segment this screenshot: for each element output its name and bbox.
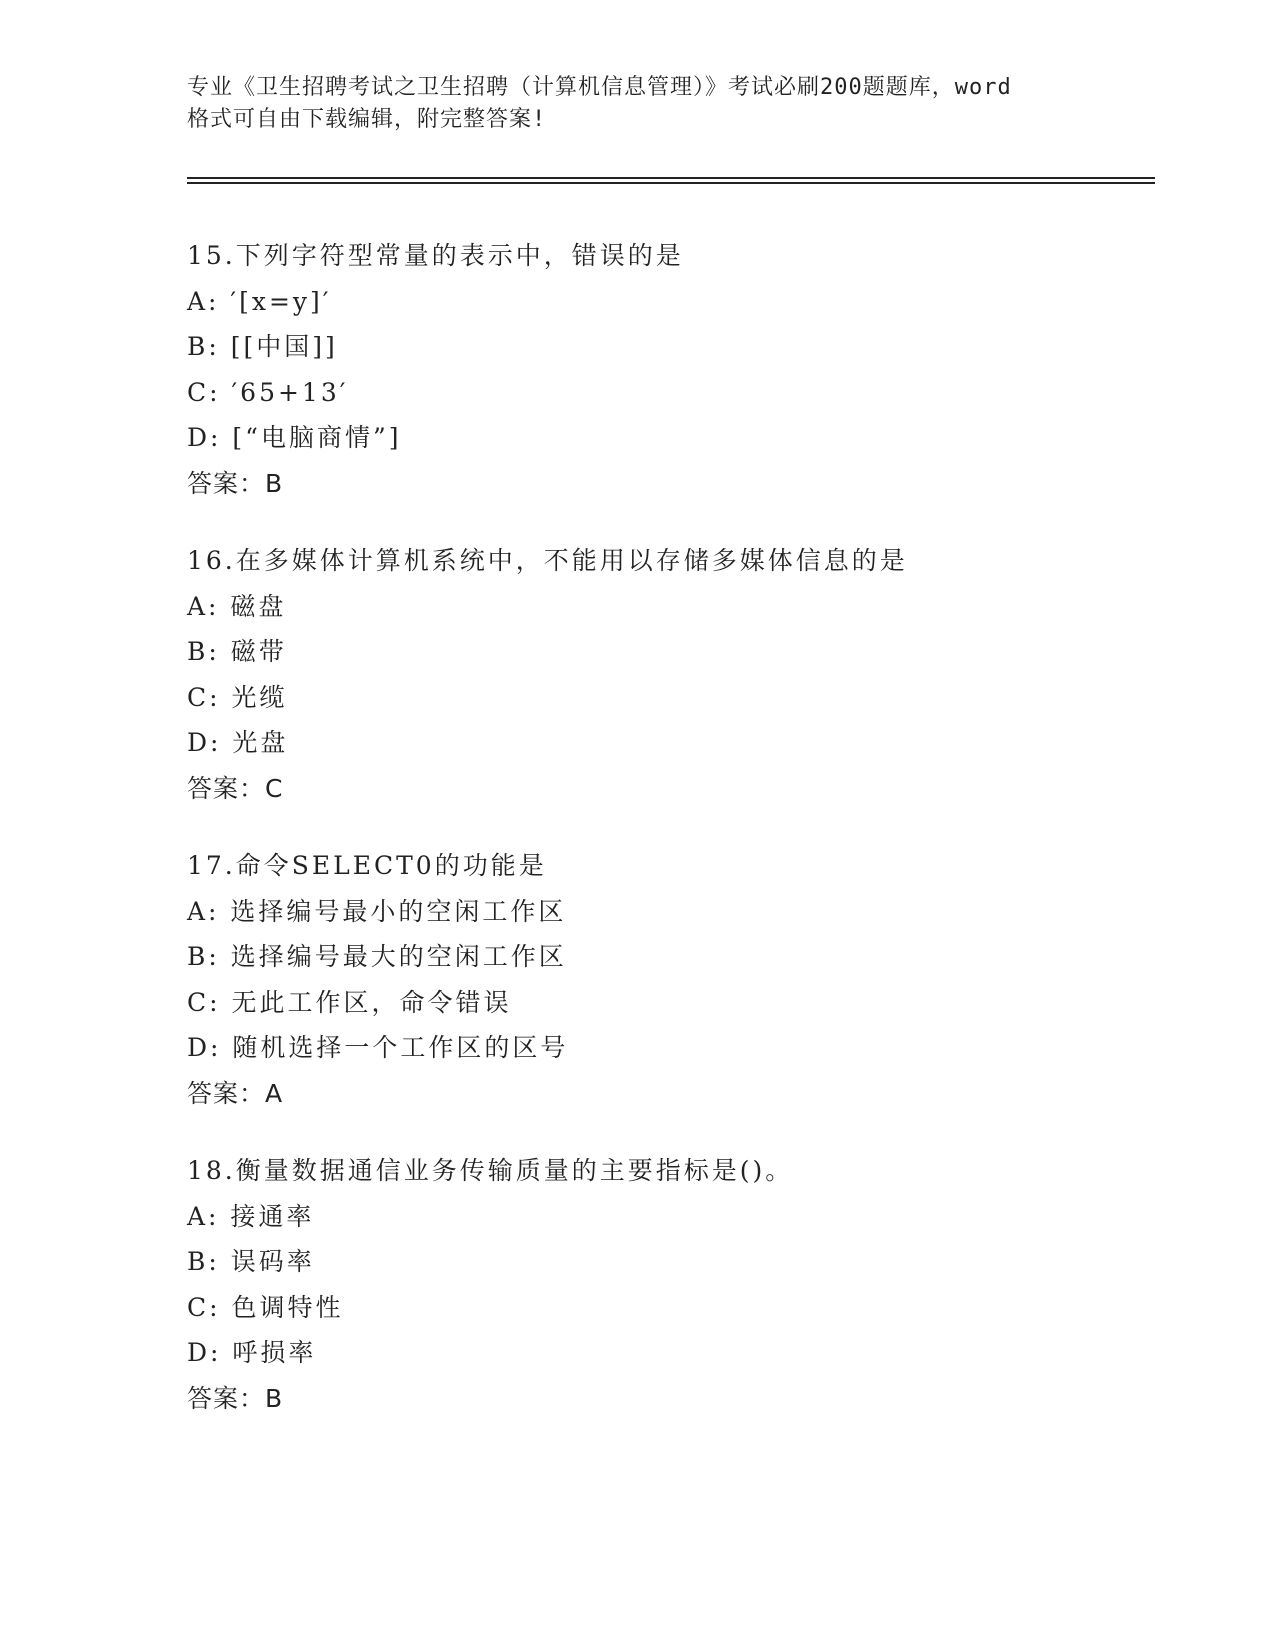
header-divider-bottom	[187, 182, 1155, 184]
option-d: D: 随机选择一个工作区的区号	[187, 1033, 569, 1062]
answer-label: 答案：A	[187, 1078, 284, 1108]
answer-label: 答案：B	[187, 468, 284, 498]
option-b: B: 选择编号最大的空闲工作区	[187, 942, 567, 971]
question-title: 16.在多媒体计算机系统中，不能用以存储多媒体信息的是	[187, 546, 908, 575]
answer-label: 答案：B	[187, 1383, 284, 1413]
question-title: 17.命令SELECT0的功能是	[187, 851, 547, 880]
option-d: D: 呼损率	[187, 1338, 317, 1367]
document-header	[187, 72, 1087, 136]
answer-label: 答案：C	[187, 773, 284, 803]
option-d: D: 光盘	[187, 728, 289, 757]
header-line-2: 格式可自由下载编辑，附完整答案!	[187, 107, 547, 132]
option-a: A: 磁盘	[187, 591, 287, 621]
option-a: A: ′[x=y]′	[187, 286, 332, 316]
header-line-1: 专业《卫生招聘考试之卫生招聘（计算机信息管理）》考试必刷200题题库，word	[187, 75, 1012, 100]
option-c: C: 光缆	[187, 682, 288, 712]
question-title: 15.下列字符型常量的表示中，错误的是	[187, 241, 684, 270]
question-17	[187, 843, 1137, 1116]
option-a: A: 选择编号最小的空闲工作区	[187, 896, 567, 926]
question-title: 18.衡量数据通信业务传输质量的主要指标是()。	[187, 1156, 794, 1185]
question-15	[187, 233, 1137, 506]
question-18	[187, 1148, 1137, 1421]
question-16	[187, 538, 1137, 811]
option-d: D: [“电脑商情”]	[187, 423, 402, 452]
header-divider-top	[187, 177, 1155, 179]
option-b: B: 误码率	[187, 1247, 315, 1276]
option-b: B: [[中国]]	[187, 332, 338, 361]
option-a: A: 接通率	[187, 1201, 315, 1231]
option-c: C: ′65+13′	[187, 377, 349, 407]
option-c: C: 无此工作区，命令错误	[187, 987, 512, 1017]
option-c: C: 色调特性	[187, 1292, 344, 1322]
option-b: B: 磁带	[187, 637, 287, 666]
